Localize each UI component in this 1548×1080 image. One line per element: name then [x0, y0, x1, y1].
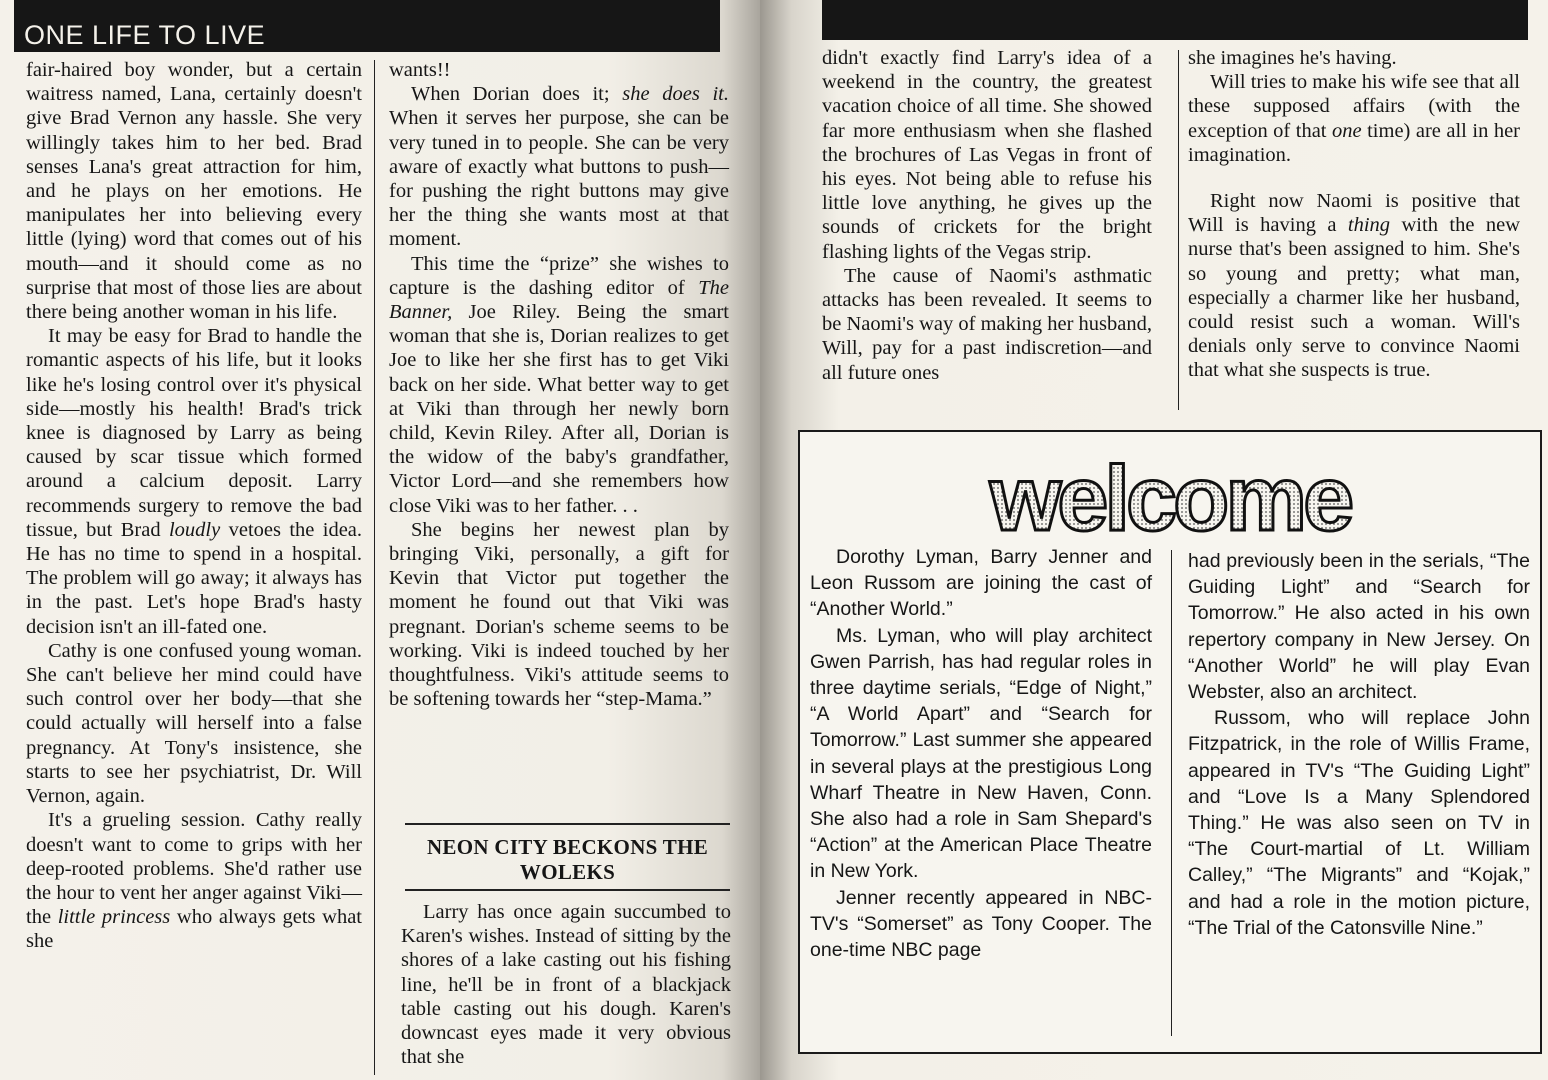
section-header-bar	[822, 0, 1528, 40]
subsection-title: NEON CITY BECKONS THE WOLEKS	[426, 835, 709, 884]
paragraph: It's a grueling session. Cathy really doesn't want to come to grips with her deep-rooted problems. She'd rather use the hour to vent her anger against Viki—the little princess who always gets what she	[26, 809, 362, 953]
paragraph: Cathy is one confused young woman. She can't believe her mind could have such control over her body—that she could actually will herself into a false pregnancy. At Tony's insistence, she starts to see her psychiatrist, Dr. Will Vernon, again.	[26, 639, 362, 808]
paragraph: she imagines he's having.	[1188, 47, 1397, 69]
left-magazine-page	[0, 0, 760, 1080]
paragraph: Will tries to make his wife see that all these supposed affairs (with the exception of that one time) are all in her imagination.	[1188, 71, 1521, 166]
article-column-3	[822, 46, 1152, 385]
paragraph: didn't exactly find Larry's idea of a weekend in the country, the greatest vacation choice of all time. She showed far more enthusiasm when she flashed the brochures of Las Vegas in front of his eyes. Not being able to refuse his little love anything, he gives up the sounds of crickets for the bright flashing lights of the Vegas strip.	[822, 47, 1152, 263]
welcome-heading-logo	[980, 458, 1360, 544]
article-column-2	[389, 58, 729, 711]
welcome-heading-text: welcome	[989, 458, 1351, 544]
paragraph: This time the “prize” she wishes to capture is the dashing editor of The Banner, Joe Riley. Being the smart woman that she is, Dorian realizes to get Joe to like her she first has to get Viki back on her side. What better way to get at Viki than through her newly born child, Kevin Riley. After all, Dorian is the widow of the baby's grandfather, Victor Lord—and she remembers how close Viki was to her father. . .	[389, 252, 730, 517]
paragraph: It may be easy for Brad to handle the romantic aspects of his life, but it looks like he's losing control over it's physical side—mostly his health! Brad's trick knee is diagnosed by Larry as being caused by scar tissue which formed around a calcium deposit. Larry recommends surgery to remove the bad tissue, but Brad loudly vetoes the idea. He has no time to spend in a hospital. The problem will go away; it always has in the past. Let's hope Brad's hasty decision isn't an ill-fated one.	[26, 325, 363, 638]
paragraph: She begins her newest plan by bringing Viki, personally, a gift for Kevin that Victor put together the moment he found out that Viki was pregnant. Dorian's scheme seems to be working. Viki is indeed touched by her thoughtfulness. Viki's attitude seems to be softening towards her “step-Mama.”	[389, 518, 729, 711]
welcome-column-2	[1188, 548, 1530, 941]
right-magazine-page	[760, 0, 1548, 1080]
subsection-heading	[405, 823, 730, 891]
paragraph: The cause of Naomi's asthmatic attacks has been revealed. It seems to be Naomi's way of making her husband, Will, pay for a past indiscretion—and all future ones	[822, 264, 1152, 384]
paragraph: Jenner recently appeared in NBC-TV's “Somerset” as Tony Cooper. The one-time NBC page	[810, 886, 1152, 962]
paragraph: When Dorian does it; she does it. When it serves her purpose, she can be very tuned in to people. She can be very aware of exactly what buttons to push—for pushing the right buttons may give her the thing she wants most at that moment.	[389, 83, 729, 251]
column-divider	[1171, 550, 1172, 1036]
article-column-4	[1188, 46, 1520, 383]
section-title: ONE LIFE TO LIVE	[24, 20, 266, 50]
paragraph: Larry has once again succumbed to Karen's wishes. Instead of sitting by the shores of a lake casting out his fishing line, he'll be in front of a blackjack table casting out his dough. Karen's downcast eyes made it very obvious that she	[401, 901, 731, 1069]
column-divider	[374, 60, 375, 1075]
paragraph: Right now Naomi is positive that Will is having a thing with the new nurse that's been assigned to him. She's so young and pretty; what man, especially a charmer like her husband, could resist such a woman. Will's denials only serve to convince Naomi that what she suspects is true.	[1188, 190, 1521, 382]
paragraph: wants!!	[389, 59, 451, 81]
welcome-sidebar-box	[798, 430, 1542, 1054]
paragraph: Dorothy Lyman, Barry Jenner and Leon Russom are joining the cast of “Another World.”	[810, 546, 1152, 621]
subsection-column	[401, 900, 731, 1069]
column-divider	[1178, 50, 1179, 410]
paragraph: had previously been in the serials, “The Guiding Light” and “Search for Tomorrow.” He also acted in his own repertory company in New Jersey. On “Another World” he will play Evan Webster, also an architect.	[1188, 550, 1530, 704]
section-header-bar	[14, 0, 720, 52]
welcome-column-1	[810, 544, 1152, 963]
paragraph: fair-haired boy wonder, but a certain waitress named, Lana, certainly doesn't give Brad Vernon any hassle. She very willingly takes him to her bed. Brad senses Lana's great attraction for him, and he plays on her emotions. He manipulates her into believing every little (lying) word that comes out of his mouth—and it should come as no surprise that most of those lies are about there being another woman in his life.	[26, 59, 362, 324]
paragraph: Ms. Lyman, who will play architect Gwen Parrish, has had regular roles in three daytime serials, “Edge of Night,” “A World Apart” and “Search for Tomorrow.” Last summer she appeared in several plays at the prestigious Long Wharf Theatre in New Haven, Conn. She also had a role in Sam Shepard's “Action” at the American Place Theatre in New York.	[810, 624, 1152, 883]
article-column-1	[26, 58, 362, 954]
paragraph: Russom, who will replace John Fitzpatrick, in the role of Willis Frame, appeared in TV's “The Guiding Light” and “Love Is a Many Splendored Thing.” He was also seen on TV in “The Court-martial of Lt. William Calley,” “The Migrants” and “Kojak,” and had a role in the motion picture, “The Trial of the Catonsville Nine.”	[1188, 707, 1530, 939]
